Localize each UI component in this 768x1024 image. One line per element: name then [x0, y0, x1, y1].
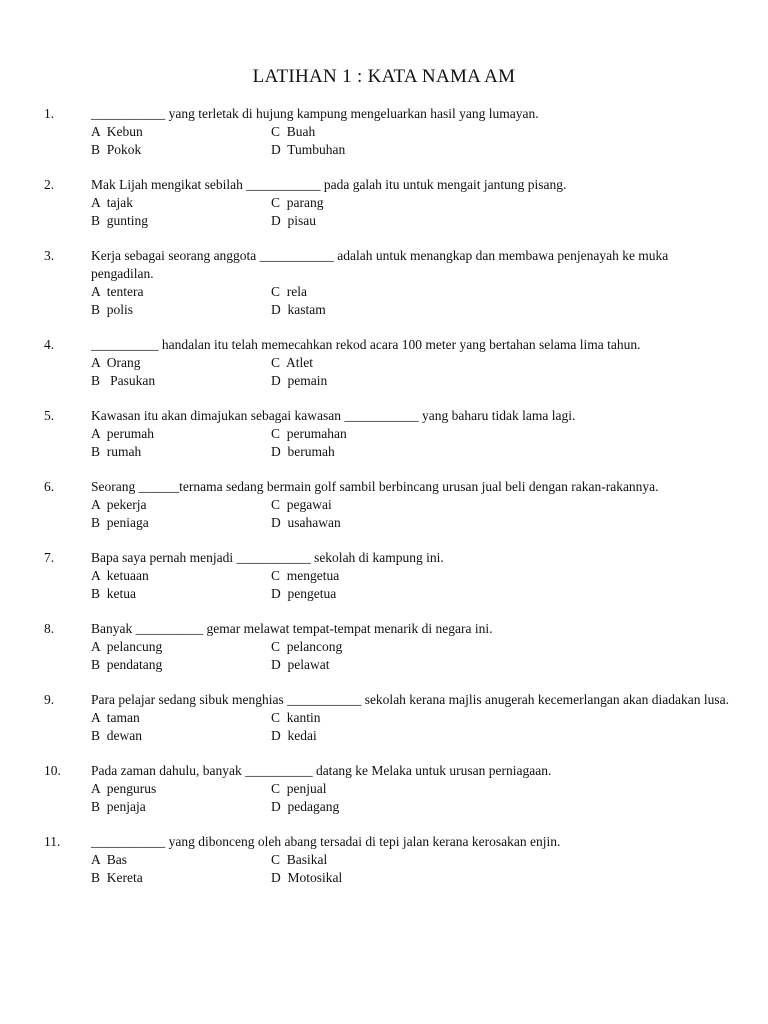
page-title: LATIHAN 1 : KATA NAMA AM: [252, 66, 516, 87]
option-c: C rela: [271, 284, 307, 299]
option-d: D kastam: [271, 302, 326, 317]
option-b: B polis: [91, 302, 134, 317]
option-c: C parang: [271, 195, 324, 210]
option-d: D kedai: [271, 728, 317, 743]
question-4: [0, 336, 768, 390]
option-d: D pengetua: [271, 586, 337, 601]
option-b: B rumah: [91, 444, 142, 459]
option-a: A Kebun: [91, 124, 143, 139]
option-c: C Basikal: [271, 852, 328, 867]
option-d: D pisau: [271, 213, 316, 228]
question-number: 2.: [44, 177, 55, 192]
option-a: A Orang: [91, 355, 141, 370]
option-a: A pengurus: [91, 781, 157, 796]
option-d: D pedagang: [271, 799, 340, 814]
option-b: B pendatang: [91, 657, 163, 672]
option-a: A perumah: [91, 426, 154, 441]
answer-options: [91, 851, 768, 887]
option-b: B Pokok: [91, 142, 142, 157]
question-11: [0, 833, 768, 887]
option-a: A pekerja: [91, 497, 147, 512]
option-d: D pelawat: [271, 657, 330, 672]
option-a: A Bas: [91, 852, 128, 867]
question-number: 4.: [44, 337, 55, 352]
question-text: Para pelajar sedang sibuk menghias ___________ sekolah kerana majlis anugerah kecemerlangan akan diadakan lusa.: [91, 692, 730, 707]
option-b: B ketua: [91, 586, 136, 601]
answer-options: [91, 638, 768, 674]
question-1: [0, 105, 768, 159]
answer-options: [91, 123, 768, 159]
answer-options: [91, 709, 768, 745]
question-9: [0, 691, 768, 745]
option-b: B penjaja: [91, 799, 146, 814]
question-text: Pada zaman dahulu, banyak __________ datang ke Melaka untuk urusan perniagaan.: [91, 763, 552, 778]
option-b: B peniaga: [91, 515, 149, 530]
option-b: B Pasukan: [91, 373, 156, 388]
option-d: D pemain: [271, 373, 328, 388]
answer-options: [91, 283, 768, 319]
option-a: A taman: [91, 710, 140, 725]
question-list: [0, 105, 768, 904]
option-c: C penjual: [271, 781, 327, 796]
question-number: 9.: [44, 692, 55, 707]
question-8: [0, 620, 768, 674]
option-d: D berumah: [271, 444, 335, 459]
question-3: [0, 247, 768, 319]
option-a: A pelancung: [91, 639, 163, 654]
option-a: A ketuaan: [91, 568, 149, 583]
question-number: 10.: [44, 763, 61, 778]
question-text: Mak Lijah mengikat sebilah ___________ pada galah itu untuk mengait jantung pisang.: [91, 177, 567, 192]
question-number: 3.: [44, 248, 55, 263]
answer-options: [91, 425, 768, 461]
answer-options: [91, 354, 768, 390]
option-b: B Kereta: [91, 870, 143, 885]
question-text: ___________ yang terletak di hujung kampung mengeluarkan hasil yang lumayan.: [91, 106, 539, 121]
question-number: 1.: [44, 106, 55, 121]
option-a: A tentera: [91, 284, 144, 299]
option-c: C mengetua: [271, 568, 340, 583]
question-text: __________ handalan itu telah memecahkan rekod acara 100 meter yang bertahan selama lima tahun.: [91, 337, 641, 352]
answer-options: [91, 567, 768, 603]
question-number: 11.: [44, 834, 61, 849]
answer-options: [91, 496, 768, 532]
answer-options: [91, 194, 768, 230]
question-7: [0, 549, 768, 603]
option-d: D Tumbuhan: [271, 142, 346, 157]
question-number: 5.: [44, 408, 55, 423]
question-2: [0, 176, 768, 230]
question-number: 6.: [44, 479, 55, 494]
question-number: 8.: [44, 621, 55, 636]
option-c: C perumahan: [271, 426, 347, 441]
question-6: [0, 478, 768, 532]
option-a: A tajak: [91, 195, 133, 210]
question-number: 7.: [44, 550, 55, 565]
option-b: B dewan: [91, 728, 142, 743]
question-text: Seorang ______ternama sedang bermain golf sambil berbincang urusan jual beli dengan rakan-rakannya.: [91, 479, 659, 494]
question-text: Kerja sebagai seorang anggota ___________ adalah untuk menangkap dan membawa penjenayah ke muka pengadilan.: [91, 248, 669, 281]
answer-options: [91, 780, 768, 816]
option-b: B gunting: [91, 213, 149, 228]
option-c: C pelancong: [271, 639, 343, 654]
option-c: C Atlet: [271, 355, 314, 370]
option-c: C kantin: [271, 710, 321, 725]
option-c: C pegawai: [271, 497, 332, 512]
question-text: ___________ yang dibonceng oleh abang tersadai di tepi jalan kerana kerosakan enjin.: [91, 834, 561, 849]
option-d: D Motosikal: [271, 870, 343, 885]
question-text: Bapa saya pernah menjadi ___________ sekolah di kampung ini.: [91, 550, 444, 565]
question-text: Banyak __________ gemar melawat tempat-tempat menarik di negara ini.: [91, 621, 493, 636]
question-text: Kawasan itu akan dimajukan sebagai kawasan ___________ yang baharu tidak lama lagi.: [91, 408, 576, 423]
option-c: C Buah: [271, 124, 316, 139]
option-d: D usahawan: [271, 515, 341, 530]
question-10: [0, 762, 768, 816]
question-5: [0, 407, 768, 461]
